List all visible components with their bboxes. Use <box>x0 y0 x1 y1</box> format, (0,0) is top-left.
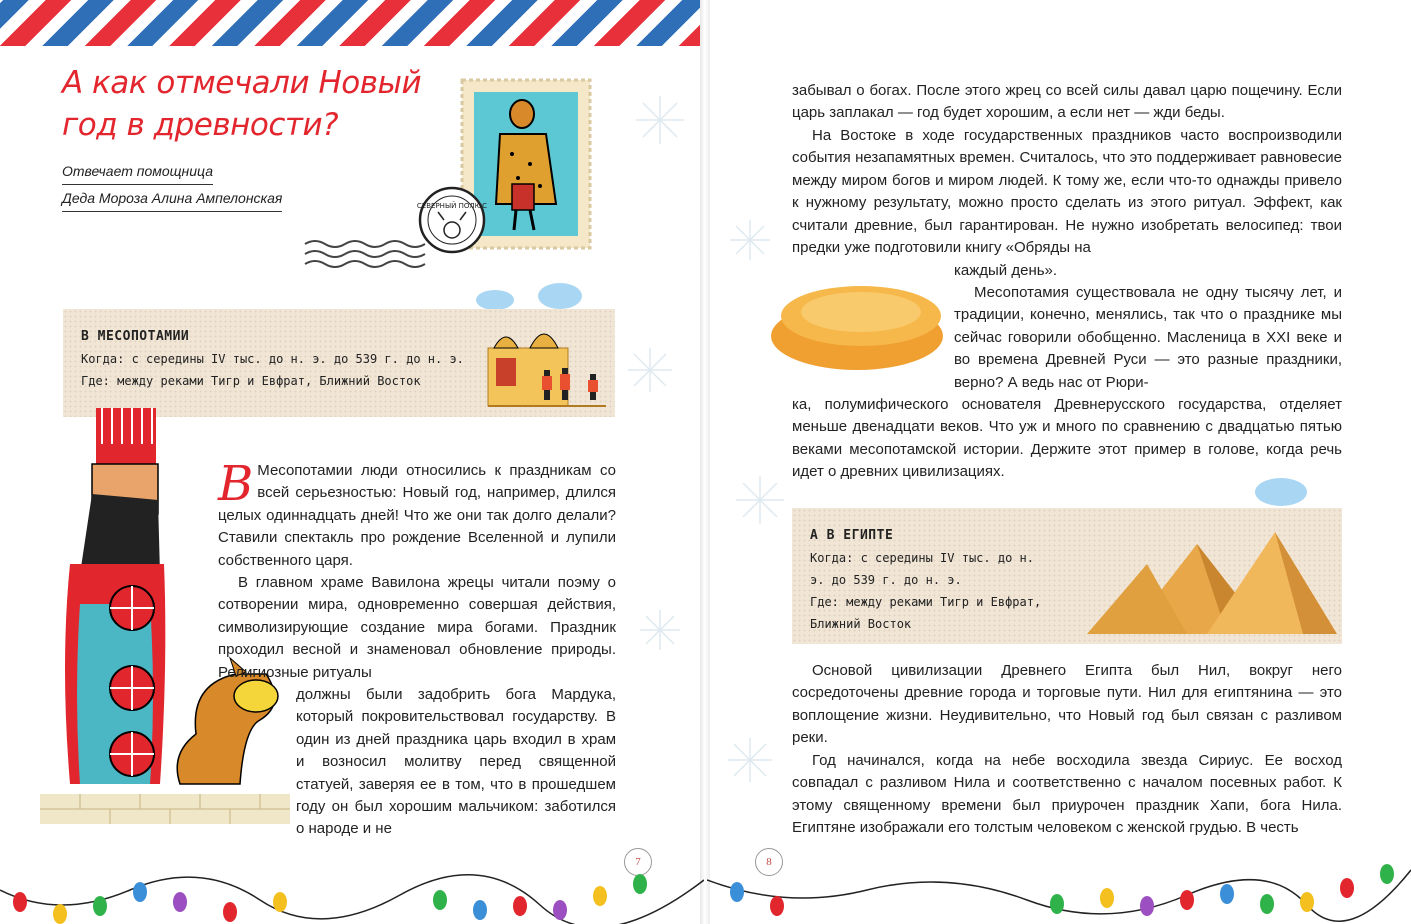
info-box-where: Где: между реками Тигр и Евфрат, Ближний Восток <box>810 595 1042 631</box>
pancake-illustration <box>765 270 951 380</box>
byline-line-1: Отвечает помощница <box>62 158 213 185</box>
info-box-when: Когда: с середины IV тыс. до н. э. до 539 г. до н. э. <box>81 352 464 366</box>
postage-stamp-illustration <box>300 74 600 294</box>
dropcap-letter: В <box>218 456 254 512</box>
egypt-paragraph-1: Основой цивилизации Древнего Египта был Нил, вокруг него сосредоточены древние города и торговые пути. Нил для египтянина — это воплощение жизни. Неудивительно, что Новый год был связан с разливом реки. <box>792 662 1342 747</box>
info-box-where: Где: между реками Тигр и Евфрат, Ближний Восток <box>81 374 421 388</box>
egypt-paragraph-2: Год начинался, когда на небе восходила звезда Сириус. Ее восход совпадал с разливом Нила и соответственно с началом посевных работ. К этому священному времени был приурочен праздник Хапи, бога Нила. Египтяне изображали его толстым человеком с женской грудью. В честь <box>792 752 1342 837</box>
info-box-heading: В МЕСОПОТАМИИ <box>81 329 190 344</box>
page-number-right: 8 <box>755 848 783 876</box>
temple-illustration <box>484 318 610 410</box>
right-paragraph-2-end: каждый день». <box>954 262 1058 279</box>
cloud-decoration <box>1255 478 1307 506</box>
cloud-decoration <box>538 283 582 309</box>
info-box-when: Когда: с середины IV тыс. до н. э. до 539 г. до н. э. <box>810 551 1034 587</box>
postmark-text: СЕВЕРНЫЙ ПОЛЮС <box>416 202 488 210</box>
christmas-lights-garland-left <box>0 840 704 924</box>
airmail-stripe-border <box>0 0 704 46</box>
mesopotamia-paragraph-1 <box>218 456 616 572</box>
mesopotamia-paragraph-2a: В главном храме Вавилона жрецы читали поэму о сотворении мира, одновременно совершая действия, символизирующие создание мира богами. Праздник проходил весной и знаменовал обновление природы. Религиозные ритуалы <box>218 574 616 681</box>
christmas-lights-garland-right <box>707 840 1411 924</box>
right-paragraph-2: На Востоке в ходе государственных праздников часто воспроизводили события незапамятных времен. Считалось, что это поддерживает равновесие между миром богов и миром людей. К тому же, если что-то однажды привело к нужному результату, можно просто сделать из этого ритуал. Эффект, как считали древние, был гарантирован. Не нужно изобретать велосипед: твои предки уже подготовили книгу «Обряды на <box>792 127 1342 257</box>
page-title: А как отмечали Новый год в древности? <box>62 65 422 143</box>
cloud-decoration <box>476 290 514 310</box>
byline-line-2: Деда Мороза Алина Ампелонская <box>62 185 282 212</box>
right-page <box>707 0 1411 924</box>
info-box-heading: А В ЕГИПТЕ <box>810 528 894 543</box>
left-page <box>0 0 704 924</box>
right-paragraph-3b: ка, полумифического основателя Древнерусского государства, отделяет меньше двенадцати веков. Что уж и много по сравнению с двадцатью пятью веками месопотамской истории. Держите этот пример в голове, когда речь идет о древних цивилизациях. <box>792 396 1342 481</box>
right-paragraph-1: забывал о богах. После этого жрец со всей силы давал царю пощечину. Если царь заплакал — год будет хорошим, а если нет — жди беды. <box>792 82 1342 122</box>
right-paragraph-3a: Месопотамия существовала не одну тысячу лет, и традиции, конечно, менялись, так что о празднике мы сейчас говорили обобщенно. Масленица в XXI веке и во времена Древней Руси — это разные праздники, верно? А ведь нас от Рюри- <box>954 284 1342 391</box>
page-number-left: 7 <box>624 848 652 876</box>
pyramids-illustration <box>1087 524 1337 636</box>
paragraph-1-text: Месопотамии люди относились к праздникам со всей серьезностью: Новый год, например, длился целых одиннадцать дней! Что же они так долго делали? Ставили спектакль про рождение Вселенной и лупили собственного царя. <box>218 462 616 569</box>
mesopotamia-paragraph-2b: должны были задобрить бога Мардука, который покровительствовал государству. В один из дней праздника царь входил в храм и возносил молитву перед священной статуей, заверяя ее в том, что в прошедшем году он был хорошим мальчиком: заботился о народе и не <box>296 686 616 838</box>
